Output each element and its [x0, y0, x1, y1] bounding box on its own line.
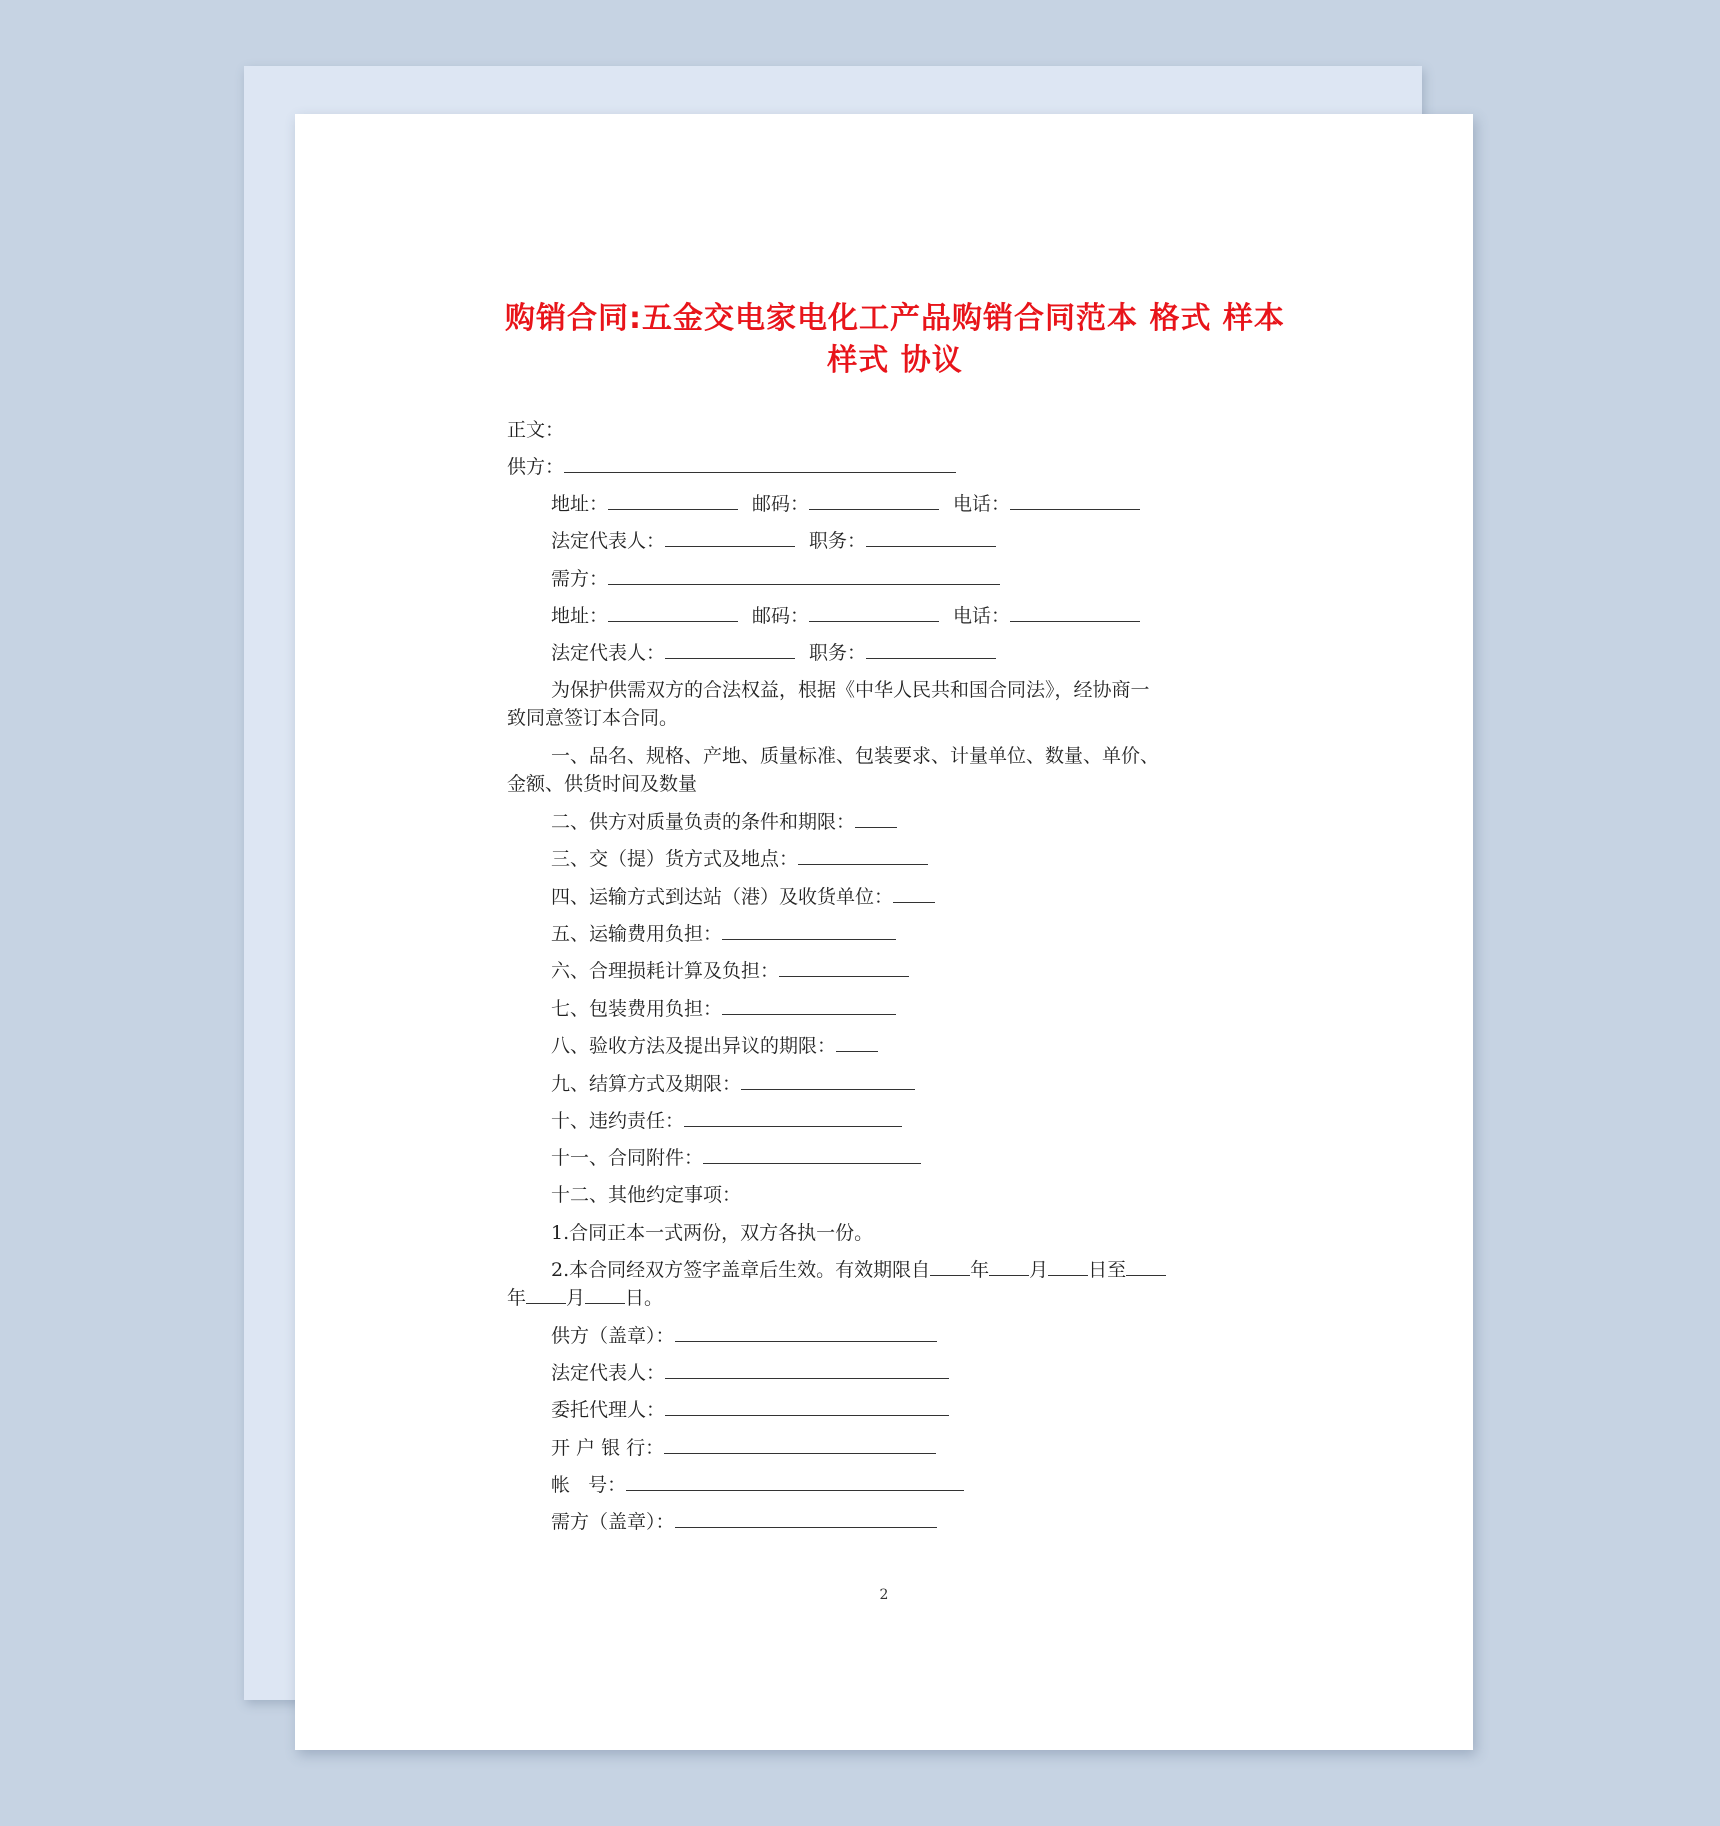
- label: 十、违约责任：: [551, 1110, 685, 1132]
- label: 法定代表人：: [551, 530, 666, 552]
- postcode-blank[interactable]: [809, 603, 939, 622]
- label: 供方（盖章）：: [551, 1325, 675, 1347]
- postcode-blank[interactable]: [809, 491, 939, 510]
- item-5-blank[interactable]: [722, 921, 896, 940]
- label: 三、交（提）货方式及地点：: [551, 848, 799, 870]
- sign-supplier-seal: [551, 1322, 937, 1350]
- sign-blank[interactable]: [675, 1323, 937, 1342]
- paragraph-intro-cont: 致同意签订本合同。: [507, 707, 679, 729]
- item-3: [551, 845, 928, 873]
- item-2-blank[interactable]: [855, 809, 897, 828]
- label: 需方（盖章）：: [551, 1511, 675, 1533]
- phone-blank[interactable]: [1010, 603, 1140, 622]
- item-8-blank[interactable]: [836, 1033, 878, 1052]
- item-3-blank[interactable]: [798, 846, 928, 865]
- label: 年: [970, 1259, 990, 1281]
- document-page: [295, 114, 1473, 1750]
- item-11: [551, 1144, 921, 1172]
- label: 月: [1029, 1259, 1049, 1281]
- item-7: [551, 995, 896, 1023]
- paragraph-intro: 为保护供需双方的合法权益，根据《中华人民共和国合同法》，经协商一: [551, 679, 1150, 701]
- label: 电话：: [953, 493, 1011, 515]
- label: 十一、合同附件：: [551, 1147, 704, 1169]
- sign-legal-rep: [551, 1359, 949, 1387]
- line-buyer: [551, 565, 1000, 593]
- position-blank[interactable]: [866, 528, 996, 547]
- label: 月: [566, 1287, 586, 1309]
- item-6-blank[interactable]: [779, 958, 909, 977]
- label: 日。: [625, 1287, 664, 1309]
- item-4-blank[interactable]: [893, 884, 935, 903]
- label: 帐 号：: [551, 1474, 627, 1496]
- label: 法定代表人：: [551, 1362, 666, 1384]
- address-blank[interactable]: [608, 491, 738, 510]
- label: 四、运输方式到达站（港）及收货单位：: [551, 886, 894, 908]
- rep-blank[interactable]: [665, 640, 795, 659]
- line-supplier: [507, 453, 956, 481]
- item-2: [551, 808, 897, 836]
- line-supplier-address: [551, 490, 1140, 518]
- label: 地址：: [551, 605, 609, 627]
- label: 七、包装费用负担：: [551, 998, 723, 1020]
- sign-buyer-seal: [551, 1508, 937, 1536]
- sign-account: [551, 1471, 964, 1499]
- document-title: 购销合同:五金交电家电化工产品购销合同范本 格式 样本 样式 协议: [505, 301, 1285, 378]
- sign-bank: [551, 1434, 936, 1462]
- label: 开 户 银 行：: [551, 1437, 665, 1459]
- item-1-cont: 金额、供货时间及数量: [507, 773, 698, 795]
- label: 日至: [1088, 1259, 1127, 1281]
- label: 八、验收方法及提出异议的期限：: [551, 1035, 837, 1057]
- month-blank[interactable]: [526, 1285, 566, 1304]
- label: 五、运输费用负担：: [551, 923, 723, 945]
- item-11-blank[interactable]: [703, 1145, 921, 1164]
- line-buyer-rep: [551, 639, 996, 667]
- label: 邮码：: [752, 493, 810, 515]
- label: 正文：: [507, 419, 565, 441]
- label: 需方：: [551, 568, 609, 590]
- item-9-blank[interactable]: [741, 1071, 915, 1090]
- day-blank[interactable]: [1048, 1257, 1088, 1276]
- page-number: 2: [879, 1587, 889, 1603]
- item-1: 一、品名、规格、产地、质量标准、包装要求、计量单位、数量、单价、: [551, 745, 1160, 767]
- supplier-blank[interactable]: [564, 454, 956, 473]
- buyer-blank[interactable]: [608, 566, 1000, 585]
- label: 六、合理损耗计算及负担：: [551, 960, 780, 982]
- month-blank[interactable]: [989, 1257, 1029, 1276]
- line-supplier-rep: [551, 527, 996, 555]
- item-7-blank[interactable]: [722, 996, 896, 1015]
- line-buyer-address: [551, 602, 1140, 630]
- item-6: [551, 957, 909, 985]
- label: 委托代理人：: [551, 1399, 666, 1421]
- address-blank[interactable]: [608, 603, 738, 622]
- label: 二、供方对质量负责的条件和期限：: [551, 811, 856, 833]
- label: 2.本合同经双方签字盖章后生效。有效期限自: [551, 1259, 931, 1281]
- rep-blank[interactable]: [665, 528, 795, 547]
- label: 地址：: [551, 493, 609, 515]
- clause-2-cont: [507, 1284, 663, 1312]
- sign-blank[interactable]: [675, 1509, 937, 1528]
- label: 职务：: [809, 530, 867, 552]
- item-5: [551, 920, 896, 948]
- item-10: [551, 1107, 902, 1135]
- label: 九、结算方式及期限：: [551, 1073, 742, 1095]
- sign-blank[interactable]: [665, 1360, 949, 1379]
- clause-1: 1.合同正本一式两份，双方各执一份。: [551, 1222, 874, 1244]
- sign-blank[interactable]: [626, 1472, 964, 1491]
- label: 电话：: [953, 605, 1011, 627]
- day-blank[interactable]: [585, 1285, 625, 1304]
- year-blank[interactable]: [1126, 1257, 1166, 1276]
- phone-blank[interactable]: [1010, 491, 1140, 510]
- label: 邮码：: [752, 605, 810, 627]
- line-zhengwen: [507, 416, 564, 444]
- label: 年: [507, 1287, 527, 1309]
- year-blank[interactable]: [930, 1257, 970, 1276]
- position-blank[interactable]: [866, 640, 996, 659]
- item-8: [551, 1032, 878, 1060]
- label: 供方：: [507, 456, 565, 478]
- label: 职务：: [809, 642, 867, 664]
- sign-blank[interactable]: [664, 1435, 936, 1454]
- item-10-blank[interactable]: [684, 1108, 902, 1127]
- clause-2: [551, 1256, 1166, 1284]
- sign-blank[interactable]: [665, 1397, 949, 1416]
- item-9: [551, 1070, 915, 1098]
- item-12: 十二、其他约定事项：: [551, 1184, 742, 1206]
- label: 法定代表人：: [551, 642, 666, 664]
- item-4: [551, 883, 935, 911]
- sign-agent: [551, 1396, 949, 1424]
